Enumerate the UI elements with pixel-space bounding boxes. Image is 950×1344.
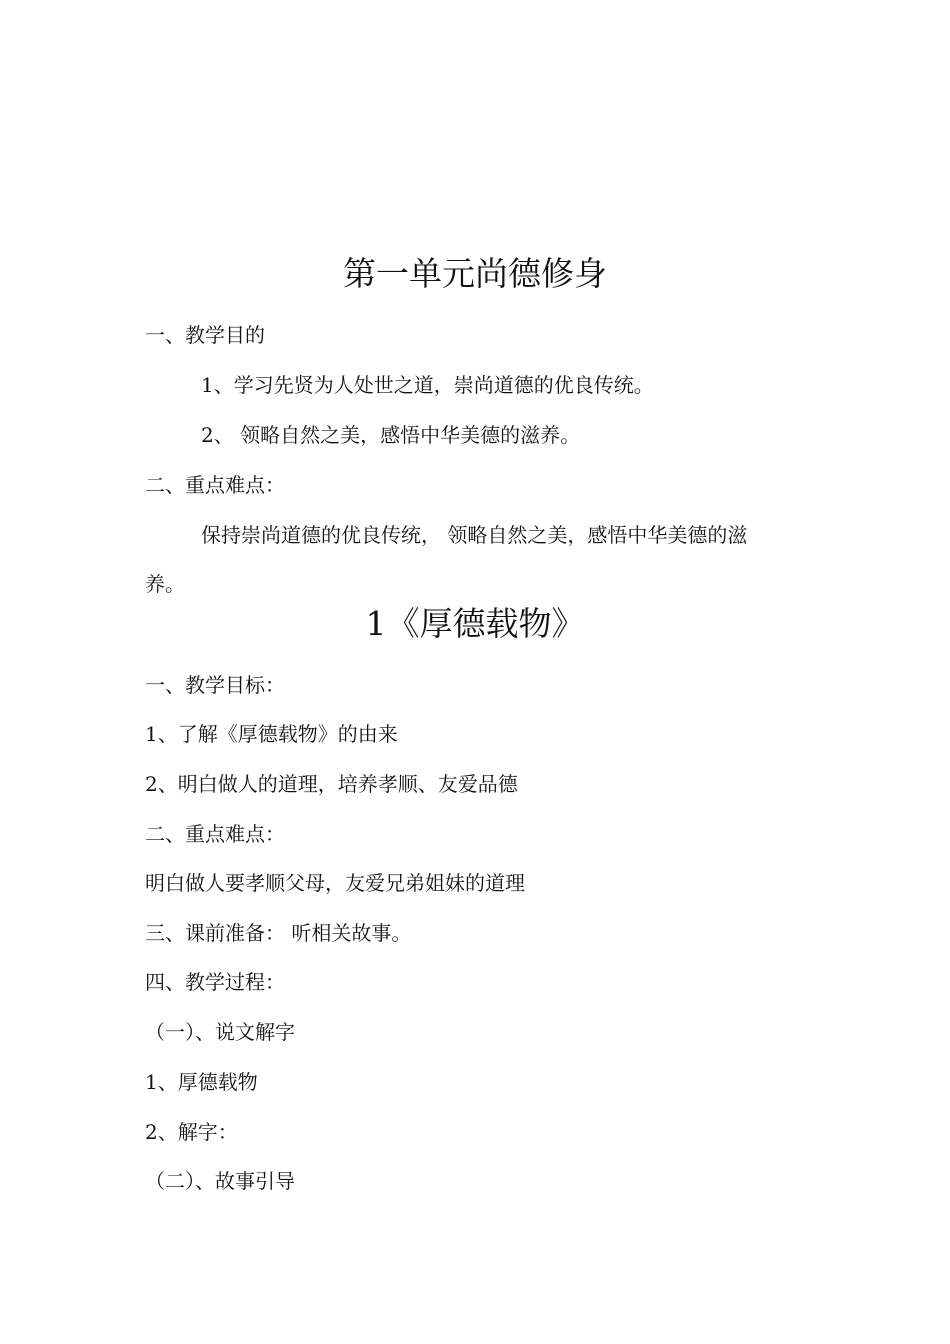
lesson-title: 1《厚德载物》 [365,604,585,643]
lesson-process-heading: 四、教学过程： [145,970,285,994]
lesson-key-text: 明白做人要孝顺父母，友爱兄弟姐妹的道理 [145,871,525,895]
unit-goal-2: 2、 领略自然之美，感悟中华美德的滋养。 [201,423,581,447]
lesson-goals-heading: 一、教学目标： [145,673,285,697]
unit-key-text-line1: 保持崇尚道德的优良传统， 领略自然之美，感悟中华美德的滋 [201,523,748,547]
lesson-item-1: 1、厚德载物 [145,1070,258,1094]
lesson-prep: 三、课前准备： 听相关故事。 [145,921,412,945]
lesson-key-heading: 二、重点难点： [145,822,285,846]
unit-goal-1: 1、学习先贤为人处世之道，崇尚道德的优良传统。 [201,373,654,397]
lesson-goal-2: 2、明白做人的道理，培养孝顺、友爱品德 [145,772,518,796]
unit-title: 第一单元尚德修身 [343,254,607,293]
lesson-item-2: 2、解字： [145,1120,238,1144]
unit-key-text-line2: 养。 [145,572,185,596]
lesson-part-2: （二）、故事引导 [145,1169,295,1193]
lesson-goal-1: 1、了解《厚德载物》的由来 [145,722,398,746]
unit-goals-heading: 一、教学目的 [145,323,265,347]
unit-key-heading: 二、重点难点： [145,473,285,497]
lesson-part-1: （一）、说文解字 [145,1020,295,1044]
